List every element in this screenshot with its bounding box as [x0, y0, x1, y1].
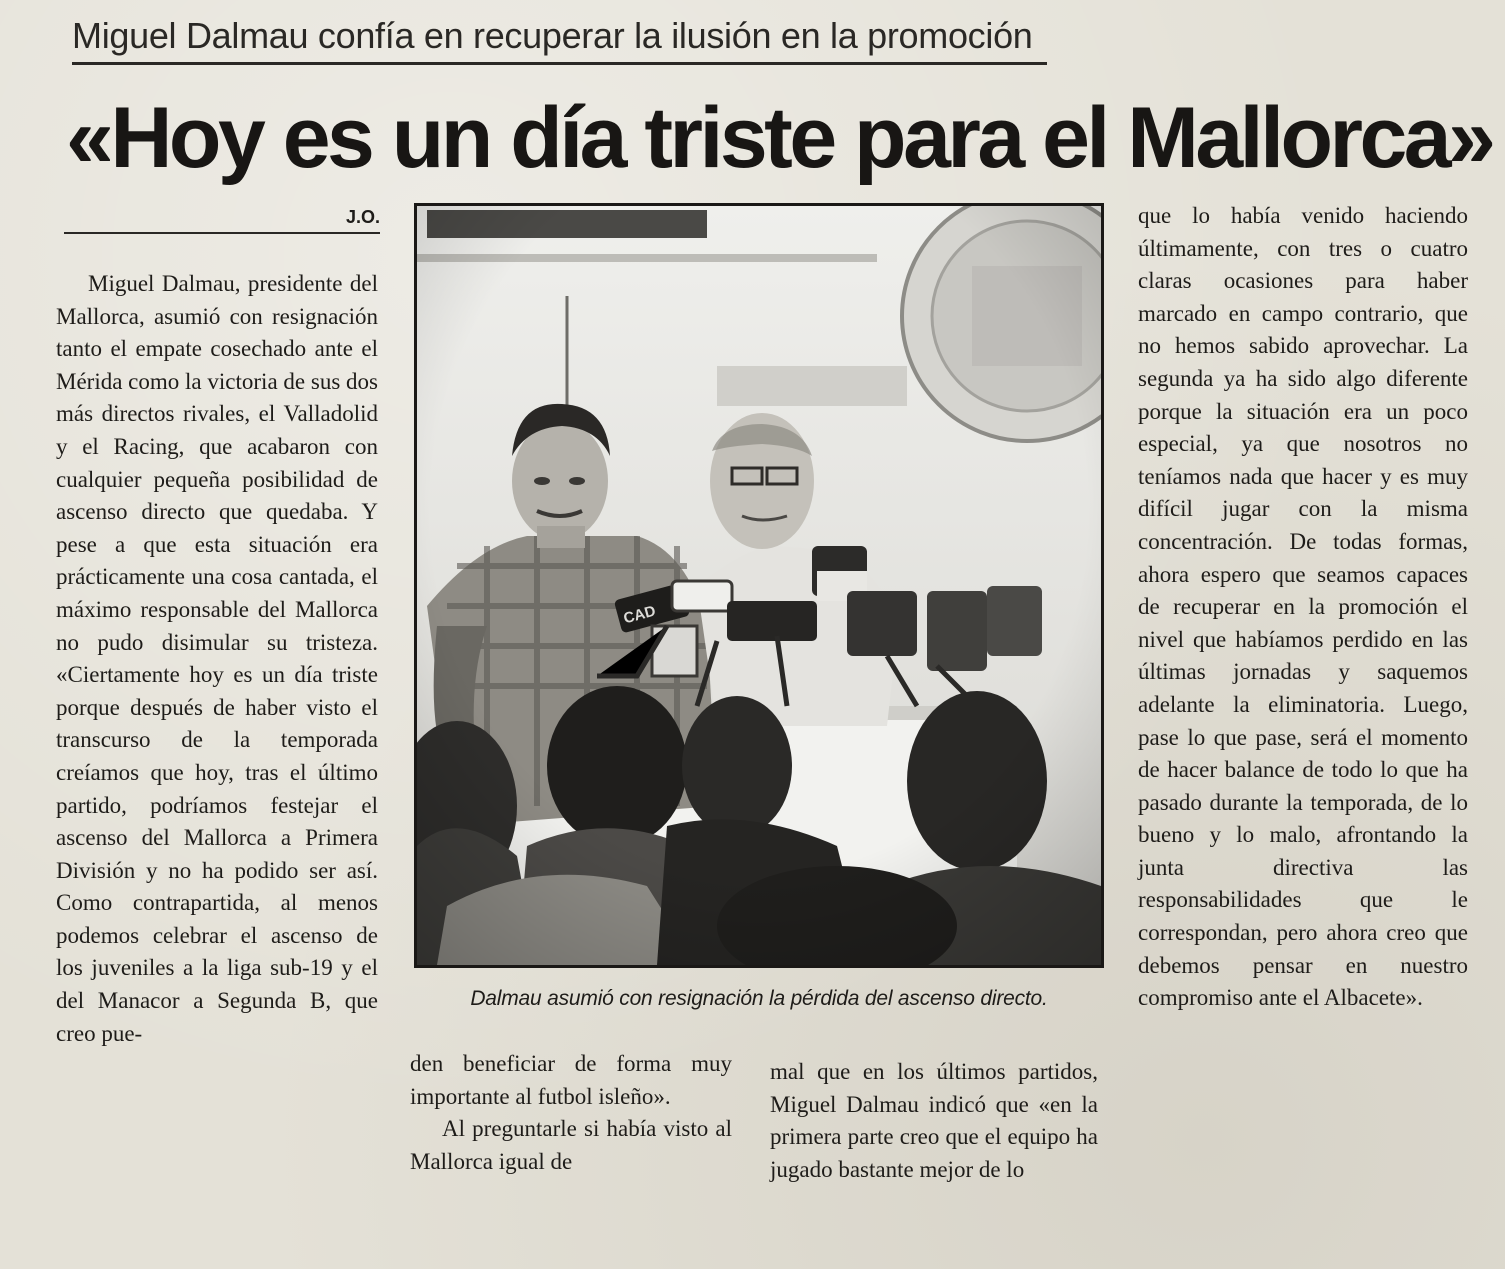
article-byline: J.O. — [345, 207, 380, 227]
article-headline: «Hoy es un día triste para el Mallorca» — [66, 90, 1493, 186]
article-kicker: Miguel Dalmau confía en recuperar la ilusión en la promoción — [72, 15, 1033, 56]
article-column-2 — [410, 1048, 732, 1178]
byline-rule — [64, 232, 380, 234]
press-conference-photo — [414, 203, 1104, 968]
article-column-1 — [56, 268, 378, 1050]
column-1-paragraph-1: Miguel Dalmau, presidente del Mallorca, asumió con resignación tanto el empate cosechado ante el Mérida como la victoria de sus dos más directos rivales, el Valladolid y el Racing, que acabaron con cualquier pequeña posibilidad de ascenso directo que quedaba. Y pese a que esta situación era prácticamente una cosa cantada, el máximo responsable del Mallorca no pudo disimular su tristeza. «Ciertamente hoy es un día triste porque después de haber visto el transcurso de la temporada creíamos que hoy, tras el último partido, podríamos festejar el ascenso del Mallorca a Primera División y no ha podido ser así. Como contrapartida, al menos podemos celebrar el ascenso de los juveniles a la liga sub-19 y el del Manacor a Segunda B, que creo pue- — [56, 271, 378, 1046]
kicker-underline — [72, 62, 1047, 65]
photo-caption: Dalmau asumió con resignación la pérdida del ascenso directo. — [470, 987, 1048, 1010]
article-column-3 — [770, 1056, 1098, 1186]
article-column-4 — [1138, 200, 1468, 1015]
press-conference-photo-drawing — [417, 206, 1101, 965]
column-2-paragraph-2: Al preguntarle si había visto al Mallorca igual de — [410, 1116, 732, 1174]
column-4-paragraph-1: que lo había venido haciendo últimamente, con tres o cuatro claras ocasiones para haber marcado en campo contrario, que no hemos sabido aprovechar. La segunda ya ha sido algo diferente porque la situación era un poco especial, ya que nosotros no teníamos nada que hacer y es muy difícil jugar con la misma concentración. De todas formas, ahora espero que seamos capaces de recuperar en la promoción el nivel que habíamos perdido en las últimas jornadas y saquemos adelante la eliminatoria. Luego, pase lo que pase, será el momento de hacer balance de todo lo que ha pasado durante la temporada, de lo bueno y lo malo, afrontando la junta directiva las responsabilidades que le correspondan, pero ahora creo que debemos pensar en nuestro compromiso ante el Albacete». — [1138, 203, 1468, 1011]
column-2-paragraph-1: den beneficiar de forma muy importante al futbol isleño». — [410, 1051, 732, 1109]
column-3-paragraph-1: mal que en los últimos partidos, Miguel Dalmau indicó que «en la primera parte creo que el equipo ha jugado bastante mejor de lo — [770, 1059, 1098, 1182]
